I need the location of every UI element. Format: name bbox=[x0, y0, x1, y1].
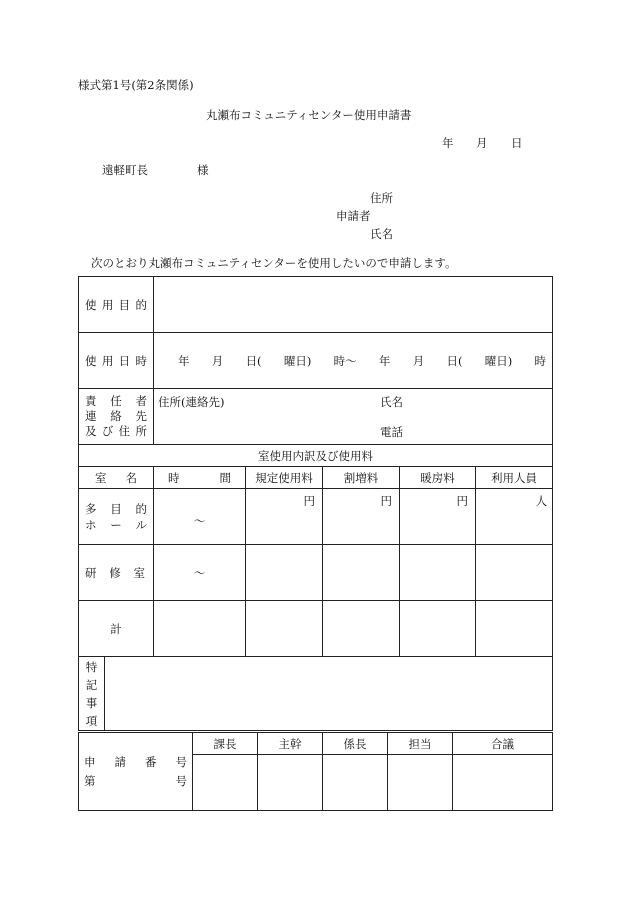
approval-header-row bbox=[79, 733, 553, 755]
breakdown-title: 室使用内訳及び使用料 bbox=[79, 445, 553, 467]
table-row bbox=[79, 545, 553, 601]
responsible-phone-label: 電話 bbox=[380, 425, 403, 439]
total-surcharge[interactable] bbox=[323, 601, 400, 657]
honorific: 様 bbox=[197, 163, 209, 177]
remarks-field[interactable] bbox=[105, 657, 553, 731]
datetime-field[interactable]: 年 月 日( 曜日) 時〜 年 月 日( 曜日) 時 bbox=[154, 333, 553, 389]
office-use-table bbox=[78, 732, 553, 811]
hall-time[interactable]: 〜 bbox=[154, 489, 246, 545]
addressee: 遠軽町長 bbox=[102, 163, 148, 177]
address-label: 住所 bbox=[370, 191, 393, 205]
stamp-subsection-chief[interactable] bbox=[323, 755, 388, 811]
application-statement: 次のとおり丸瀬布コミュニティセンターを使用したいので申請します。 bbox=[91, 256, 457, 270]
col-room: 室 名 bbox=[79, 467, 154, 489]
hall-heating[interactable]: 円 bbox=[400, 489, 476, 545]
application-form-table bbox=[78, 276, 553, 731]
approval-subsection-chief: 係長 bbox=[323, 733, 388, 755]
total-time[interactable] bbox=[154, 601, 246, 657]
responsible-field[interactable] bbox=[154, 389, 553, 445]
table-row bbox=[79, 489, 553, 545]
approval-section-chief: 課長 bbox=[193, 733, 258, 755]
training-heating[interactable] bbox=[400, 545, 476, 601]
stamp-section-chief[interactable] bbox=[193, 755, 258, 811]
remarks-row bbox=[79, 657, 553, 731]
approval-director: 主幹 bbox=[258, 733, 323, 755]
approval-staff: 担当 bbox=[388, 733, 453, 755]
room-training: 研 修 室 bbox=[79, 545, 154, 601]
breakdown-title-row bbox=[79, 445, 553, 467]
col-time: 時 間 bbox=[154, 467, 246, 489]
room-hall: 多 目 的 ホ ー ル bbox=[79, 489, 154, 545]
hall-surcharge[interactable]: 円 bbox=[323, 489, 400, 545]
responsible-row bbox=[79, 389, 553, 445]
training-surcharge[interactable] bbox=[323, 545, 400, 601]
responsible-address-label: 住所(連絡先) bbox=[158, 395, 225, 409]
total-heating[interactable] bbox=[400, 601, 476, 657]
training-fee[interactable] bbox=[246, 545, 323, 601]
document-title: 丸瀬布コミュニティセンター使用申請書 bbox=[206, 108, 412, 122]
stamp-staff[interactable] bbox=[388, 755, 453, 811]
col-surcharge: 割増料 bbox=[323, 467, 400, 489]
datetime-label: 使 用 日 時 bbox=[79, 333, 154, 389]
col-heating: 暖房料 bbox=[400, 467, 476, 489]
total-label: 計 bbox=[79, 601, 154, 657]
stamp-consultation[interactable] bbox=[453, 755, 553, 811]
stamp-director[interactable] bbox=[258, 755, 323, 811]
total-fee[interactable] bbox=[246, 601, 323, 657]
application-number-label: 申 請 番 号 第 号 bbox=[79, 733, 193, 811]
col-people: 利用人員 bbox=[476, 467, 553, 489]
total-people[interactable] bbox=[476, 601, 553, 657]
purpose-field[interactable] bbox=[154, 277, 553, 333]
responsible-label: 責 任 者 連 絡 先 及 び 住 所 bbox=[79, 389, 154, 445]
hall-people[interactable]: 人 bbox=[476, 489, 553, 545]
table-row bbox=[79, 601, 553, 657]
applicant-label: 申請者 bbox=[336, 209, 371, 223]
purpose-row bbox=[79, 277, 553, 333]
breakdown-header-row bbox=[79, 467, 553, 489]
date-month: 月 bbox=[476, 136, 488, 150]
training-time[interactable]: 〜 bbox=[154, 545, 246, 601]
date-day: 日 bbox=[511, 136, 523, 150]
remarks-label: 特 記 事 項 bbox=[79, 657, 105, 731]
purpose-label: 使 用 目 的 bbox=[79, 277, 154, 333]
date-year: 年 bbox=[442, 136, 454, 150]
datetime-row bbox=[79, 333, 553, 389]
training-people[interactable] bbox=[476, 545, 553, 601]
form-number: 様式第1号(第2条関係) bbox=[78, 78, 194, 92]
responsible-name-label: 氏名 bbox=[380, 395, 403, 409]
col-fee: 規定使用料 bbox=[246, 467, 323, 489]
hall-fee[interactable]: 円 bbox=[246, 489, 323, 545]
approval-consultation: 合議 bbox=[453, 733, 553, 755]
name-label: 氏名 bbox=[370, 227, 393, 241]
